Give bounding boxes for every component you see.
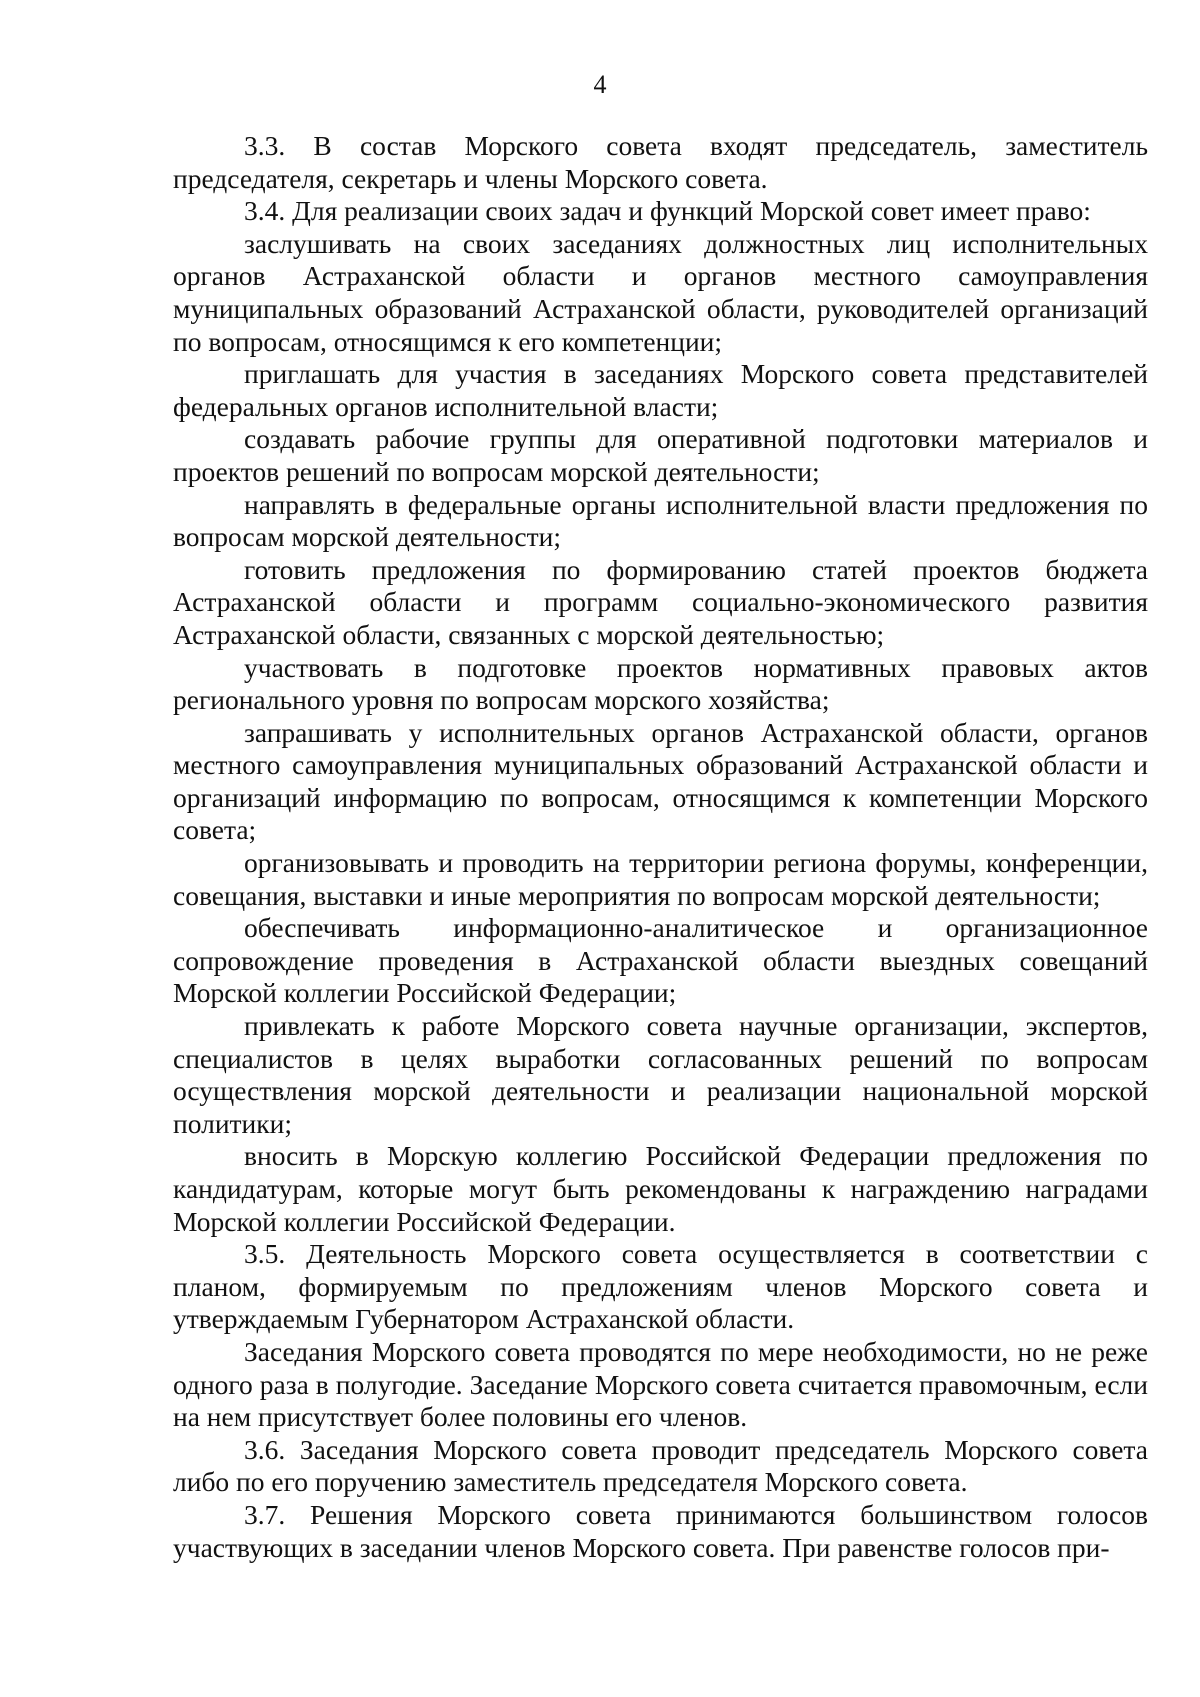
paragraph-3-4: 3.4. Для реализации своих задач и функций Морской совет имеет право:: [244, 195, 1091, 227]
list-item: запрашивать у исполнительных органов Астраханской области, органов местного самоуправления муниципальных образований Астраханской области и организаций информацию по вопросам, относящимся к компетенции Морского совета;: [173, 716, 1148, 846]
page-number: 4: [593, 70, 607, 99]
list-item: организовывать и проводить на территории региона форумы, конференции, совещания, выставки и иные мероприятия по вопросам морской деятельности;: [173, 847, 1148, 911]
list-item: создавать рабочие группы для оперативной подготовки материалов и проектов решений по вопросам морской деятельности;: [173, 423, 1148, 487]
document-body: [173, 130, 1148, 1564]
paragraph-3-3: 3.3. В состав Морского совета входят председатель, заместитель председателя, секретарь и члены Морского совета.: [173, 130, 1148, 194]
list-item: вносить в Морскую коллегию Российской Федерации предложения по кандидатурам, которые могут быть рекомендованы к награждению наградами Морской коллегии Российской Федерации.: [173, 1140, 1148, 1237]
list-item: привлекать к работе Морского совета научные организации, экспертов, специалистов в целях выработки согласованных решений по вопросам осуществления морской деятельности и реализации национальной морской политики;: [173, 1010, 1148, 1139]
paragraph-meetings: Заседания Морского совета проводятся по мере необходимости, но не реже одного раза в полугодие. Заседание Морского совета считается правомочным, если на нем присутствует более половины его членов.: [173, 1335, 1148, 1433]
paragraph-3-6: 3.6. Заседания Морского совета проводит председатель Морского совета либо по его поручению заместитель председателя Морского совета.: [173, 1433, 1148, 1498]
paragraph-3-5: 3.5. Деятельность Морского совета осуществляется в соответствии с планом, формируемым по предложениям членов Морского совета и утверждаемым Губернатором Астраханской области.: [173, 1238, 1148, 1335]
list-item: обеспечивать информационно-аналитическое и организационное сопровождение проведения в Астраханской области выездных совещаний Морской коллегии Российской Федерации;: [173, 912, 1148, 1009]
paragraph-3-7: 3.7. Решения Морского совета принимаются большинством голосов участвующих в заседании членов Морского совета. При равенстве голосов при-: [173, 1498, 1148, 1563]
list-item: готовить предложения по формированию статей проектов бюджета Астраханской области и программ социально-экономического развития Астраханской области, связанных с морской деятельностью;: [173, 553, 1148, 650]
list-item: участвовать в подготовке проектов нормативных правовых актов регионального уровня по вопросам морского хозяйства;: [173, 651, 1148, 716]
list-item: приглашать для участия в заседаниях Морского совета представителей федеральных органов исполнительной власти;: [173, 358, 1148, 422]
list-item: направлять в федеральные органы исполнительной власти предложения по вопросам морской деятельности;: [173, 488, 1148, 553]
list-item: заслушивать на своих заседаниях должностных лиц исполнительных органов Астраханской области и органов местного самоуправления муниципальных образований Астраханской области, руководителей организаций по вопросам, относящимся к его компетенции;: [173, 227, 1148, 357]
